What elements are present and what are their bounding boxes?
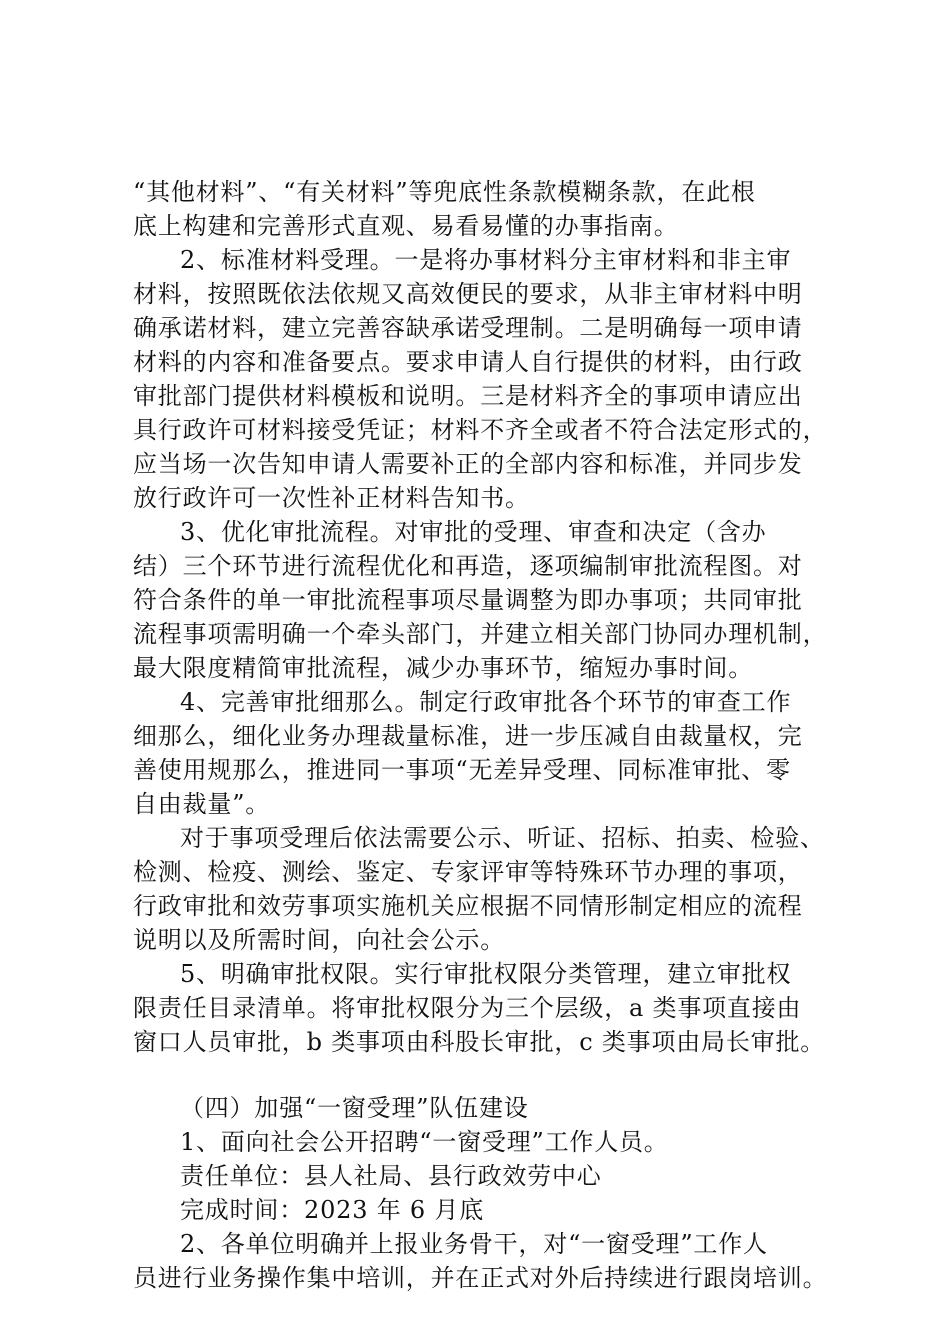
text-line: 检测、检疫、测绘、鉴定、专家评审等特殊环节办理的事项，	[133, 858, 803, 886]
text-line: 结）三个环节进行流程优化和再造，逐项编制审批流程图。对	[133, 552, 803, 580]
text-line: 应当场一次告知申请人需要补正的全部内容和标准，并同步发	[133, 450, 803, 478]
text-line: 材料的内容和准备要点。要求申请人自行提供的材料，由行政	[133, 348, 803, 376]
section-heading: （四）加强“一窗受理”队伍建设	[180, 1094, 529, 1122]
text-line: 责任单位：县人社局、县行政效劳中心	[180, 1162, 602, 1190]
text-line: 说明以及所需时间，向社会公示。	[133, 926, 505, 954]
text-line: 自由裁量”。	[133, 790, 271, 818]
text-line: 细那么，细化业务办理裁量标准，进一步压减自由裁量权，完	[133, 722, 803, 750]
text-line: 具行政许可材料接受凭证；材料不齐全或者不符合法定形式的，	[133, 416, 828, 444]
text-line: 限责任目录清单。将审批权限分为三个层级，a 类事项直接由	[133, 994, 802, 1022]
text-line: 3、优化审批流程。对审批的受理、审查和决定（含办	[180, 518, 767, 546]
text-line: “其他材料”、“有关材料”等兜底性条款模糊条款，在此根	[133, 178, 756, 206]
text-line: 窗口人员审批，b 类事项由科股长审批，c 类事项由局长审批。	[133, 1028, 826, 1056]
text-line: 符合条件的单一审批流程事项尽量调整为即办事项；共同审批	[133, 586, 803, 614]
text-line: 审批部门提供材料模板和说明。三是材料齐全的事项申请应出	[133, 382, 803, 410]
text-line: 放行政许可一次性补正材料告知书。	[133, 484, 530, 512]
text-line: 善使用规那么，推进同一事项“无差异受理、同标准审批、零	[133, 756, 791, 784]
text-line: 员进行业务操作集中培训，并在正式对外后持续进行跟岗培训。	[133, 1264, 828, 1292]
text-line: 4、完善审批细那么。制定行政审批各个环节的审查工作	[180, 688, 792, 716]
text-line: 流程事项需明确一个牵头部门，并建立相关部门协同办理机制，	[133, 620, 828, 648]
text-line: 最大限度精简审批流程，减少办事环节，缩短办事时间。	[133, 654, 753, 682]
text-line: 完成时间：2023 年 6 月底	[180, 1196, 485, 1224]
text-line: 底上构建和完善形式直观、易看易懂的办事指南。	[133, 212, 679, 240]
text-line: 确承诺材料，建立完善容缺承诺受理制。二是明确每一项申请	[133, 314, 803, 342]
text-line: 5、明确审批权限。实行审批权限分类管理，建立审批权	[180, 960, 792, 988]
text-line: 对于事项受理后依法需要公示、听证、招标、拍卖、检验、	[180, 824, 825, 852]
text-line: 2、标准材料受理。一是将办事材料分主审材料和非主审	[180, 246, 792, 274]
text-line: 行政审批和效劳事项实施机关应根据不同情形制定相应的流程	[133, 892, 803, 920]
text-line: 1、面向社会公开招聘“一窗受理”工作人员。	[180, 1128, 669, 1156]
text-line: 2、各单位明确并上报业务骨干，对“一窗受理”工作人	[180, 1230, 768, 1258]
text-line: 材料，按照既依法依规又高效便民的要求，从非主审材料中明	[133, 280, 803, 308]
